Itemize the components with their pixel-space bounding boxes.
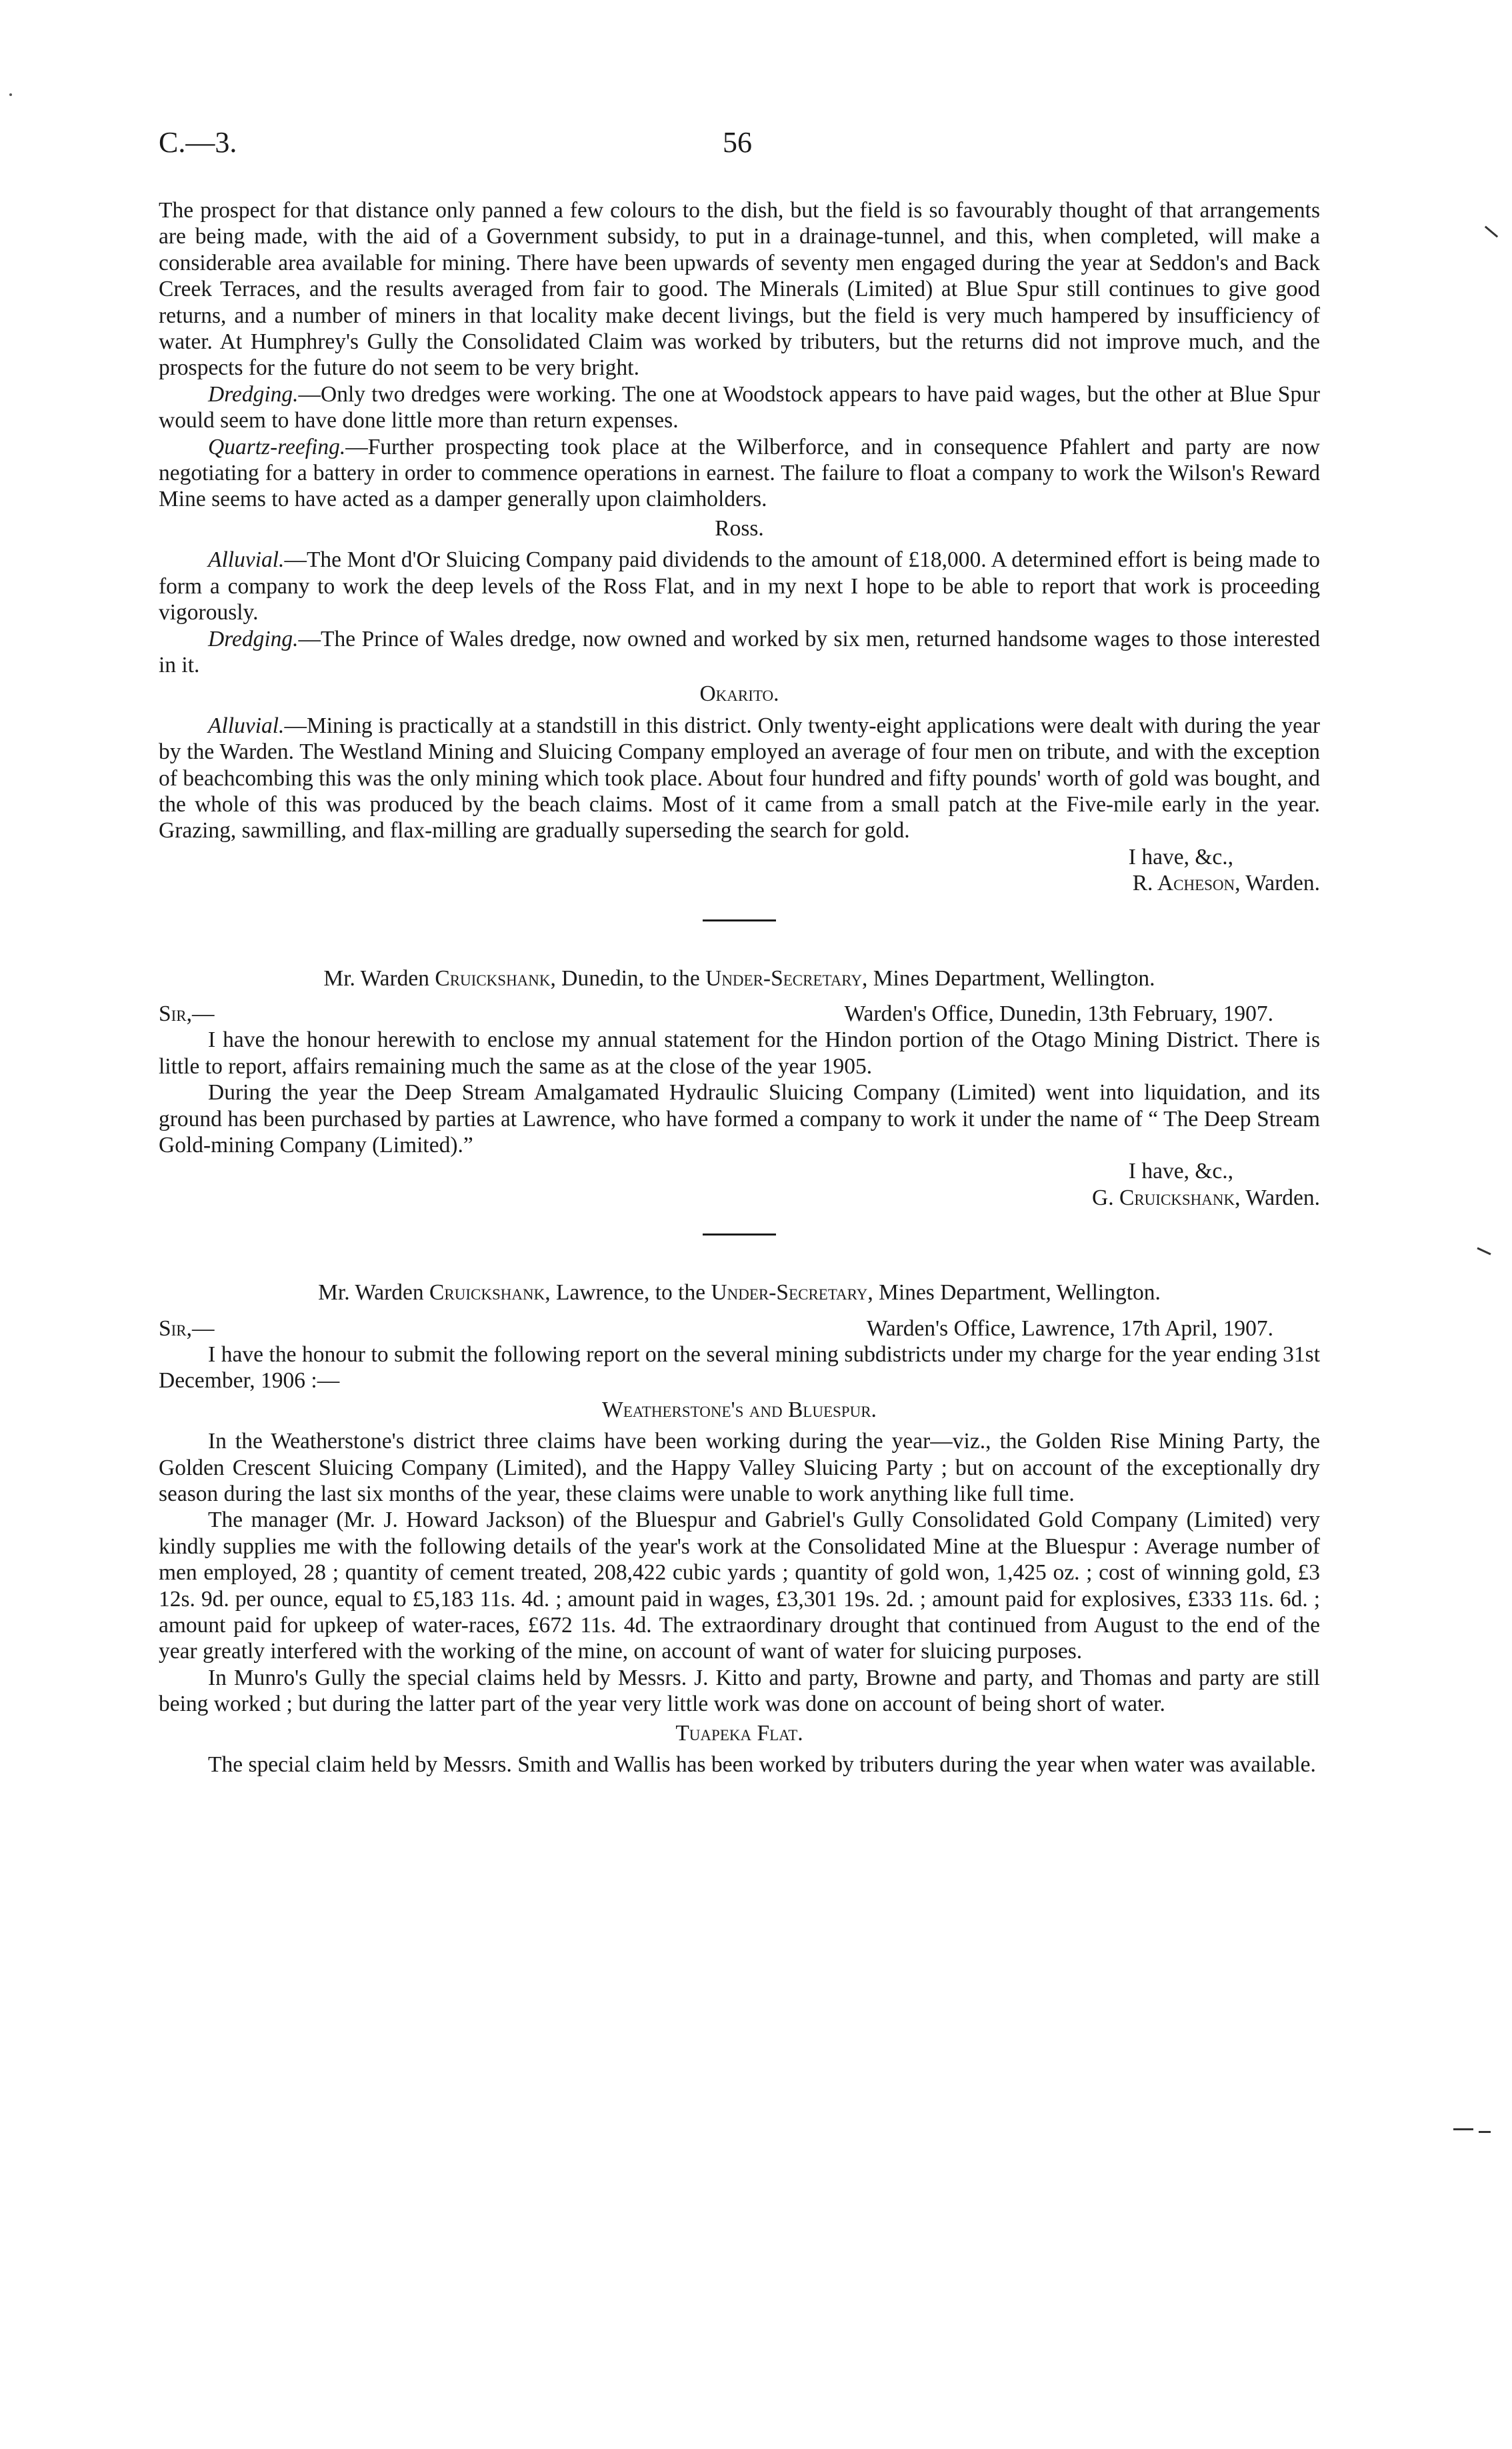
weatherstones-paragraph-1: In the Weatherstone's district three claims have been working during the year—viz., the Golden Rise Mining Party, the Golden Crescent Sluicing Company (Limited), and the Happy Valley Sluicing Party ; but on account of the exceptionally dry season during the last six months of the year, these claims were unable to work anything like full time. [159, 1429, 1320, 1507]
addressee-from-name: Cruickshank [429, 1280, 545, 1306]
signoff-cruickshank-1 [159, 1158, 1320, 1211]
weatherstones-paragraph-2: The manager (Mr. J. Howard Jackson) of the Bluespur and Gabriel's Gully Consolidated Gold Company (Limited) very kindly supplies me with the following details of the year's work at the Consolidated Mine at the Bluespur : Average number of men employed, 28 ; quantity of cement treated, 208,422 cubic yards ; quantity of gold won, 1,425 oz. ; cost of winning gold, £3 12s. 9d. per ounce, equal to £5,183 11s. 4d. ; amount paid in wages, £3,301 19s. 2d. ; amount paid for explosives, £333 11s. 6d. ; amount paid for upkeep of water-races, £672 11s. 4d. The extraordinary drought that continued from August to the end of the year greatly interfered with the working of the mine, on account of want of water for sluicing purposes. [159, 1508, 1320, 1664]
office-date: Warden's Office, Dunedin, 13th February, 1907. [844, 1001, 1273, 1026]
margin-mark [1485, 226, 1498, 238]
margin-mark [1453, 2128, 1473, 2130]
quartz-reefing-label: Quartz-reefing. [208, 434, 346, 459]
dredging-paragraph [159, 381, 1320, 434]
addressee-to-dept: , Mines Department, Wellington. [867, 1280, 1161, 1306]
addressee-from-place: , Dunedin, to the [550, 965, 706, 991]
dredging-label: Dredging. [208, 381, 299, 407]
ross-alluvial-label: Alluvial. [208, 547, 285, 573]
letter-3-addressee [159, 1280, 1320, 1306]
signoff-signature [159, 1185, 1320, 1211]
signoff-name: R. Acheson, [1132, 871, 1241, 896]
addressee-to-name: Under-Secretary [705, 965, 862, 991]
addressee-prefix: Mr. Warden [318, 1280, 430, 1306]
weatherstones-paragraph-3: In Munro's Gully the special claims held by Messrs. J. Kitto and party, Browne and party, and Thomas and party are still being worked ; but during the latter part of the year very little work was done on account of being short of water. [159, 1665, 1320, 1717]
margin-mark [1477, 1247, 1491, 1255]
weatherstones-heading: Weatherstone's and Bluespur. [602, 1397, 877, 1422]
okarito-alluvial-paragraph [159, 713, 1320, 844]
addressee-from-name: Cruickshank [435, 965, 551, 991]
okarito-alluvial-text: —Mining is practically at a standstill in this district. Only twenty-eight applications were dealt with during the year by the Warden. The Westland Mining and Sluicing Company employed an average of four men on tribute, and with the exception of beachcombing this was the only mining which took place. About four hundred and fifty pounds' worth of gold was bought, and the whole of this was produced by the beach claims. Most of it came from a small patch at the Five-mile early in the year. Grazing, sawmilling, and flax-milling are gradually superseding the search for gold. [159, 713, 1320, 843]
section-divider [703, 1234, 776, 1236]
letter-3-intro: I have the honour to submit the following report on the several mining subdistricts under my charge for the year ending 31st December, 1906 :— [159, 1342, 1320, 1394]
signoff-name: G. Cruickshank, [1092, 1185, 1241, 1210]
quartz-reefing-paragraph [159, 434, 1320, 513]
signoff-title: Warden. [1240, 1185, 1320, 1210]
ross-heading: Ross. [715, 515, 764, 541]
signoff-greeting: I have, &c., [1128, 844, 1233, 869]
okarito-alluvial-label: Alluvial. [208, 713, 285, 738]
addressee-from-place: , Lawrence, to the [545, 1280, 711, 1306]
salutation: Sir,— [159, 1001, 215, 1026]
salutation: Sir,— [159, 1316, 215, 1341]
ross-dredging-label: Dredging. [208, 626, 299, 651]
letter-2-addressee [159, 965, 1320, 991]
signoff-title: Warden. [1240, 871, 1320, 896]
quartz-reefing-text: —Further prospecting took place at the Wilberforce, and in consequence Pfahlert and party are now negotiating for a battery in order to commence operations in earnest. The failure to float a company to work the Wilson's Reward Mine seems to have acted as a damper generally upon claimholders. [159, 434, 1320, 512]
okarito-heading: Okarito. [699, 681, 779, 707]
signoff-signature [159, 870, 1320, 896]
signoff-greeting: I have, &c., [1128, 1159, 1233, 1184]
tuapeka-paragraph-1: The special claim held by Messrs. Smith and Wallis has been worked by tributers during the year when water was available. [208, 1752, 1316, 1778]
ross-alluvial-paragraph [159, 547, 1320, 625]
tuapeka-heading: Tuapeka Flat. [675, 1720, 803, 1746]
letter-2-paragraph-1: I have the honour herewith to enclose my annual statement for the Hindon portion of the Otago Mining District. There is little to report, affairs remaining much the same as at the close of the year 1905. [159, 1027, 1320, 1079]
letter-2-salutation-line [159, 1001, 1320, 1027]
addressee-to-name: Under-Secretary [711, 1280, 868, 1306]
addressee-to-dept: , Mines Department, Wellington. [862, 965, 1155, 991]
dredging-text: —Only two dredges were working. The one at Woodstock appears to have paid wages, but the other at Blue Spur would seem to have done little more than return expenses. [159, 381, 1320, 433]
section-divider [703, 919, 776, 921]
intro-paragraph: The prospect for that distance only panned a few colours to the dish, but the field is so favourably thought of that arrangements are being made, with the aid of a Government subsidy, to put in a drainage-tunnel, and this, when completed, will make a considerable area available for mining. There have been upwards of seventy men engaged during the year at Seddon's and Back Creek Terraces, and the results averaged from fair to good. The Minerals (Limited) at Blue Spur still continues to give good returns, and a number of miners in that locality make decent livings, but the field is very much hampered by insufficiency of water. At Humphrey's Gully the Consolidated Claim was worked by tributers, but the returns did not improve much, and the prospects for the future do not seem to be very bright. [159, 198, 1320, 381]
letter-2-paragraph-2: During the year the Deep Stream Amalgamated Hydraulic Sluicing Company (Limited) went into liquidation, and its ground has been purchased by parties at Lawrence, who have formed a company to work it under the name of “ The Deep Stream Gold-mining Company (Limited).” [159, 1080, 1320, 1157]
signoff-acheson [159, 844, 1320, 897]
addressee-prefix: Mr. Warden [323, 965, 435, 991]
page-body [159, 197, 1320, 1778]
ross-dredging-text: —The Prince of Wales dredge, now owned and worked by six men, returned handsome wages to those interested in it. [159, 626, 1320, 677]
letter-3-salutation-line [159, 1316, 1320, 1342]
ross-alluvial-text: —The Mont d'Or Sluicing Company paid dividends to the amount of £18,000. A determined effort is being made to form a company to work the deep levels of the Ross Flat, and in my next I hope to be able to report that work is proceeding vigorously. [159, 547, 1320, 625]
margin-mark [1479, 2131, 1491, 2133]
page-header [159, 125, 1333, 165]
document-reference: C.—3. [159, 126, 237, 159]
page-number: 56 [723, 126, 752, 159]
scan-speck [9, 93, 12, 96]
office-date: Warden's Office, Lawrence, 17th April, 1907. [866, 1316, 1273, 1341]
ross-dredging-paragraph [159, 626, 1320, 679]
